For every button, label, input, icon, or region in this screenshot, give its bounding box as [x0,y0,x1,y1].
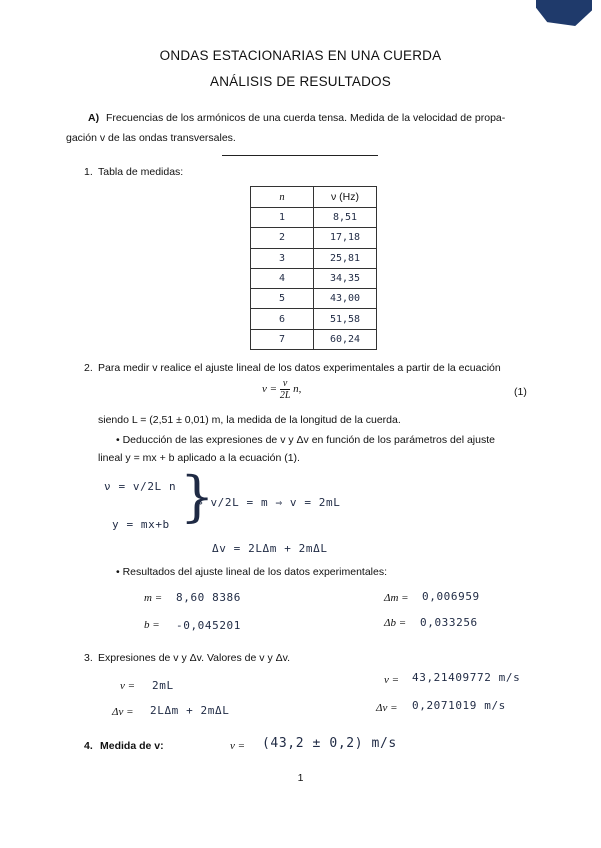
table-row [251,248,377,268]
equation-number: (1) [514,386,527,398]
table-row [251,208,377,228]
table-row [251,309,377,329]
item1-label: 1. [84,166,93,178]
cell-n: 5 [251,289,314,309]
v-value-label: v = [384,674,400,686]
final-v-label: v = [230,740,246,752]
cell-freq: 25,81 [314,248,377,268]
table-header-n: n [251,187,314,208]
document-title: ONDAS ESTACIONARIAS EN UNA CUERDA [159,48,442,63]
cell-n: 3 [251,248,314,268]
table-row [251,329,377,349]
equation-rhs: n, [293,383,302,396]
cell-freq: 43,00 [314,289,377,309]
measurements-table [250,186,377,350]
table-header-freq: ν (Hz) [314,187,377,208]
handwritten-eq-nu: ν = v/2L n [104,480,177,493]
v-value: 43,21409772 m/s [412,671,521,684]
item3-label: 3. [84,652,93,664]
section-a-text-line2: gación v de las ondas transversales. [66,132,236,144]
cell-n: 7 [251,329,314,349]
item2-text: Para medir v realice el ajuste lineal de los datos experimentales a partir de la ecuación [98,362,501,374]
corner-logo-mark [536,0,592,26]
dv-value-label: Δv = [376,702,398,714]
cell-n: 1 [251,208,314,228]
b-label: b = [144,619,160,631]
equation-1 [262,378,301,401]
handwritten-eq-v: ⇒ v/2L = m ⇒ v = 2mL [196,496,341,509]
db-label: Δb = [384,617,407,629]
cell-freq: 34,35 [314,268,377,288]
cell-freq: 60,24 [314,329,377,349]
bullet-deduction-line1: • Deducción de las expresiones de v y Δv en función de los parámetros del ajuste [116,434,495,446]
document-subtitle: ANÁLISIS DE RESULTADOS [210,74,391,89]
table-header-row [251,187,377,208]
cell-n: 4 [251,268,314,288]
item2-label: 2. [84,362,93,374]
item4-label: 4. [84,740,93,752]
dv-expr-label: Δv = [112,706,134,718]
b-value: -0,045201 [176,619,242,632]
separator-rule [222,155,378,156]
equation-lhs: ν = [262,383,278,396]
db-value: 0,033256 [420,616,478,629]
handwritten-eq-linear: y = mx+b [112,518,170,531]
cell-n: 6 [251,309,314,329]
page-number: 1 [297,772,304,784]
handwritten-eq-dv: Δv = 2LΔm + 2mΔL [212,542,328,555]
bullet-fit-results: • Resultados del ajuste lineal de los datos experimentales: [116,566,388,578]
m-value: 8,60 8386 [176,591,242,604]
dv-value: 0,2071019 m/s [412,699,506,712]
m-label: m = [144,592,163,604]
item4-text: Medida de v: [100,740,164,752]
section-a-label: A) [88,112,100,124]
cell-freq: 17,18 [314,228,377,248]
equation-denominator: 2L [279,390,291,401]
curly-brace-icon: } [180,465,215,528]
item3-text: Expresiones de v y Δv. Valores de v y Δv. [98,652,291,664]
cell-freq: 8,51 [314,208,377,228]
final-v-result: (43,2 ± 0,2) m/s [262,736,397,751]
dm-label: Δm = [384,592,409,604]
cell-freq: 51,58 [314,309,377,329]
dv-expr: 2LΔm + 2mΔL [150,704,230,717]
equation-numerator: v [280,378,291,390]
table-row [251,289,377,309]
item1-text: Tabla de medidas: [98,166,184,178]
table-row [251,228,377,248]
section-a-text-line1: Frecuencias de los armónicos de una cuerda tensa. Medida de la velocidad de propa- [106,112,506,124]
bullet-deduction-line2: lineal y = mx + b aplicado a la ecuación (1). [98,452,300,464]
v-expr: 2mL [152,679,174,692]
table-row [251,268,377,288]
equation-fraction [280,378,291,401]
cell-n: 2 [251,228,314,248]
v-expr-label: v = [120,680,136,692]
string-length-text: siendo L = (2,51 ± 0,01) m, la medida de la longitud de la cuerda. [98,414,401,426]
dm-value: 0,006959 [422,590,480,603]
